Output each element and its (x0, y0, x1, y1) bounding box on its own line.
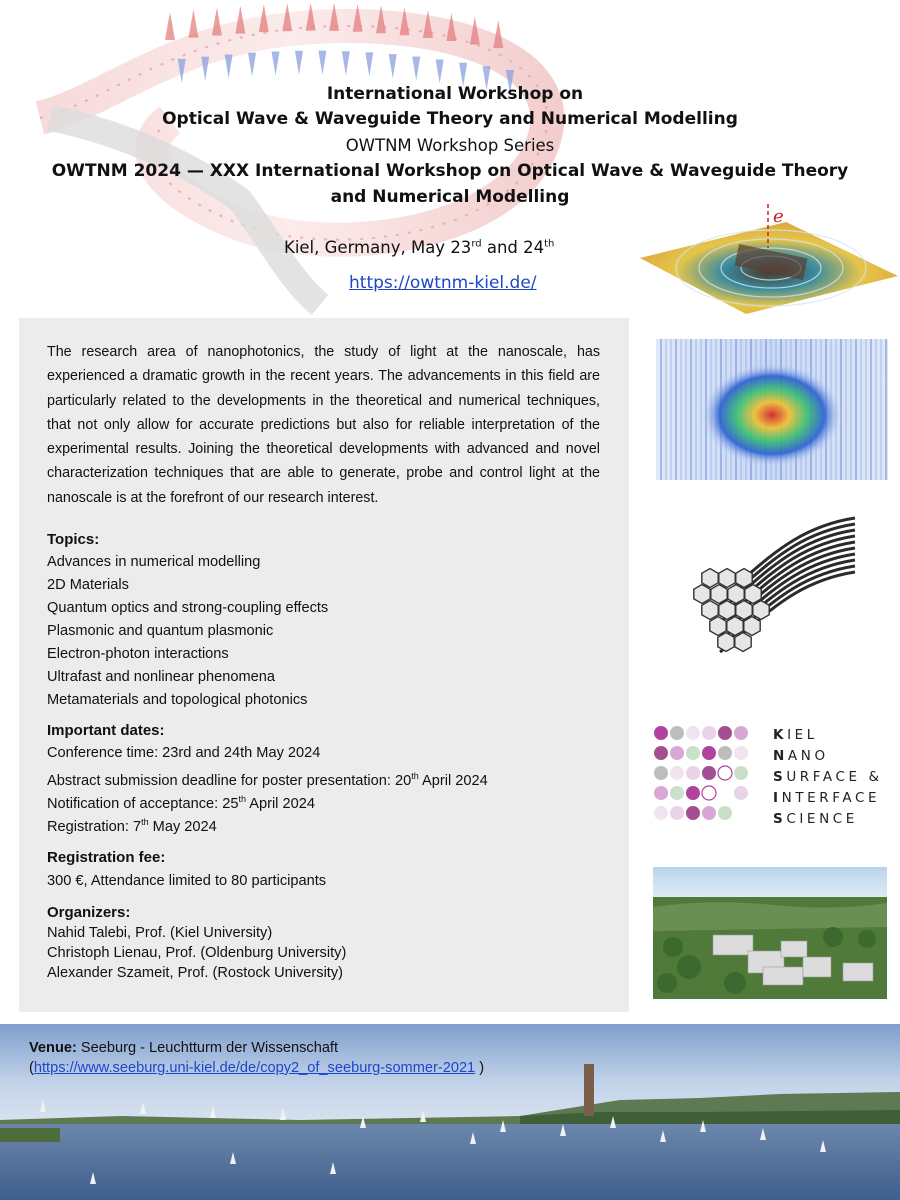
topic-item: 2D Materials (47, 577, 129, 593)
workshop-title-line-2: Optical Wave & Waveguide Theory and Numerical Modelling (162, 109, 738, 129)
abstract-deadline: Abstract submission deadline for poster presentation: 20th April 2024 (47, 771, 488, 789)
heatmap-stripe (685, 339, 687, 480)
kinsis-dot (654, 746, 668, 760)
location-middle: and 24 (481, 238, 545, 257)
event-location-date (284, 238, 554, 257)
kinsis-dot (702, 746, 716, 760)
kinsis-dot (734, 786, 748, 800)
kinsis-dot (734, 746, 748, 760)
kinsis-line: INTERFACE (773, 790, 881, 806)
heatmap-stripe (695, 339, 697, 480)
workshop-website-link[interactable]: https://owtnm-kiel.de/ (349, 273, 537, 293)
kinsis-dot (670, 766, 684, 780)
ribbon-spike (365, 52, 373, 76)
ribbon-spike (436, 59, 444, 83)
kinsis-dot (734, 766, 748, 780)
kinsis-dot (670, 786, 684, 800)
kinsis-dot (670, 746, 684, 760)
heatmap-stripe (875, 339, 877, 480)
kinsis-wordmark (773, 725, 883, 830)
heatmap-stripe (665, 339, 667, 480)
fiber-hex-cell (711, 585, 727, 604)
notification-date: Notification of acceptance: 25th April 2024 (47, 794, 315, 812)
ribbon-spike (342, 51, 350, 75)
topic-item: Metamaterials and topological photonics (47, 692, 308, 708)
location-prefix: Kiel, Germany, May 23 (284, 238, 472, 257)
heatmap-stripe (680, 339, 682, 480)
heatmap-stripe (850, 339, 852, 480)
topic-item: Advances in numerical modelling (47, 554, 261, 570)
organizers-list (47, 923, 346, 983)
heatmap-stripe (675, 339, 677, 480)
kinsis-dot (702, 786, 716, 800)
fiber-hex-cell (736, 601, 752, 620)
heatmap-stripe (860, 339, 862, 480)
kinsis-dot-grid (653, 725, 763, 830)
kinsis-dot (654, 786, 668, 800)
registration-fee-list (47, 870, 326, 893)
important-dates-list (47, 742, 488, 834)
venue-banner (0, 1024, 900, 1200)
kinsis-dot (670, 806, 684, 820)
kinsis-dot (702, 726, 716, 740)
kinsis-dot (686, 806, 700, 820)
ribbon-spike (188, 10, 198, 38)
fiber-hex-cell (718, 633, 734, 652)
heatmap-stripe (855, 339, 857, 480)
ribbon-spike (212, 8, 222, 36)
fiber-hex-cell (735, 633, 751, 652)
kinsis-dot (718, 806, 732, 820)
kinsis-dot (718, 726, 732, 740)
organizer-item: Christoph Lienau, Prof. (Oldenburg University) (47, 945, 347, 961)
electron-wave-surface-image (636, 196, 900, 320)
fiber-hex-cell (728, 585, 744, 604)
kinsis-dot (654, 766, 668, 780)
header-ribbon-illustration (20, 0, 620, 315)
kinsis-dot (686, 786, 700, 800)
topic-item: Quantum optics and strong-coupling effects (47, 600, 329, 616)
photonic-crystal-fiber-image (680, 508, 860, 662)
fiber-hex-cell (694, 585, 710, 604)
workshop-full-title-line-1: OWTNM 2024 — XXX International Workshop on Optical Wave & Waveguide Theory (51, 161, 849, 181)
heatmap-stripe (865, 339, 867, 480)
registration-fee-text: 300 €, Attendance limited to 80 participants (47, 873, 327, 889)
heatmap-stripe (660, 339, 662, 480)
workshop-info-panel (19, 318, 629, 1012)
topics-heading: Topics: (47, 531, 100, 548)
venue-name: Seeburg - Leuchtturm der Wissenschaft (76, 1040, 339, 1056)
kinsis-dot (686, 746, 700, 760)
topic-item: Ultrafast and nonlinear phenomena (47, 669, 275, 685)
conference-date: Conference time: 23rd and 24th May 2024 (47, 745, 321, 761)
kinsis-dot (702, 806, 716, 820)
heatmap-stripe (690, 339, 692, 480)
important-dates-heading: Important dates: (47, 722, 165, 739)
fiber-hex-cell (719, 569, 735, 588)
kinsis-dot (718, 766, 732, 780)
heatmap-stripe (880, 339, 882, 480)
ribbon-spike (318, 51, 326, 75)
kinsis-logo (653, 725, 893, 830)
ribbon-spike (295, 51, 303, 75)
venue-name-line (29, 1040, 338, 1056)
registration-date: Registration: 7th May 2024 (47, 817, 217, 835)
registration-fee-heading: Registration fee: (47, 849, 166, 866)
electron-label: e (773, 206, 784, 227)
kinsis-dot (654, 726, 668, 740)
ribbon-spike (165, 12, 175, 40)
kinsis-line: SURFACE & (773, 769, 883, 785)
fiber-hex-cell (710, 617, 726, 636)
ribbon-spike (248, 53, 256, 77)
kinsis-dot (686, 766, 700, 780)
workshop-full-title-line-2: and Numerical Modelling (330, 187, 570, 207)
location-superscript-th: th (544, 238, 555, 250)
venue-url-link[interactable]: https://www.seeburg.uni-kiel.de/de/copy2_of_seeburg-sommer-2021 (33, 1060, 476, 1076)
workshop-title-line-1: International Workshop on (326, 84, 584, 104)
fiber-hex-cell (719, 601, 735, 620)
campus-aerial-photo (653, 867, 887, 999)
location-superscript-rd: rd (471, 238, 482, 250)
venue-label: Venue: (29, 1040, 77, 1056)
kinsis-dot (654, 806, 668, 820)
heatmap-stripe (885, 339, 887, 480)
ribbon-spike (389, 54, 397, 78)
heatmap-stripe (845, 339, 847, 480)
kinsis-dot (718, 746, 732, 760)
heatmap-stripe (670, 339, 672, 480)
kinsis-line: KIEL (773, 727, 818, 743)
ribbon-spike (225, 55, 233, 79)
kinsis-line: SCIENCE (773, 811, 858, 827)
ribbon-spike (201, 57, 209, 81)
fiber-hex-cell (753, 601, 769, 620)
heatmap-stripe (870, 339, 872, 480)
topic-item: Plasmonic and quantum plasmonic (47, 623, 274, 639)
kinsis-dot (670, 726, 684, 740)
organizer-item: Nahid Talebi, Prof. (Kiel University) (47, 925, 273, 941)
wave-packet-heatmap-image (656, 339, 888, 480)
kinsis-dot (734, 726, 748, 740)
fiber-hex-cell (702, 601, 718, 620)
intro-paragraph: The research area of nanophotonics, the study of light at the nanoscale, has experienced a dramatic growth in the recent years. The advancements in this field are particularly related to the developments in the theoretical and numerical techniques, that not only allow for accurate predictions but also for reliable interpretation of the experimental results. Joining the theoretical developments with advanced and novel characterization techniques that are able to generate, probe and control light at the nanoscale is at the forefront of our research interest. (47, 344, 600, 506)
kinsis-dot (702, 766, 716, 780)
venue-url-line: (https://www.seeburg.uni-kiel.de/de/copy2_of_seeburg-sommer-2021 ) (29, 1060, 485, 1076)
heatmap-stripe (700, 339, 702, 480)
topic-item: Electron-photon interactions (47, 646, 229, 662)
kinsis-line: NANO (773, 748, 829, 764)
topics-list (47, 551, 328, 712)
organizer-item: Alexander Szameit, Prof. (Rostock University) (47, 965, 344, 981)
fiber-hex-cell (727, 617, 743, 636)
kinsis-dot (686, 726, 700, 740)
fiber-hex-cell (736, 569, 752, 588)
fiber-hex-cell (744, 617, 760, 636)
organizers-heading: Organizers: (47, 904, 131, 921)
ribbon-spike (412, 57, 420, 81)
fiber-hex-cell (745, 585, 761, 604)
workshop-series: OWTNM Workshop Series (345, 136, 555, 155)
fiber-hex-cell (702, 569, 718, 588)
ribbon-spike (272, 52, 280, 76)
